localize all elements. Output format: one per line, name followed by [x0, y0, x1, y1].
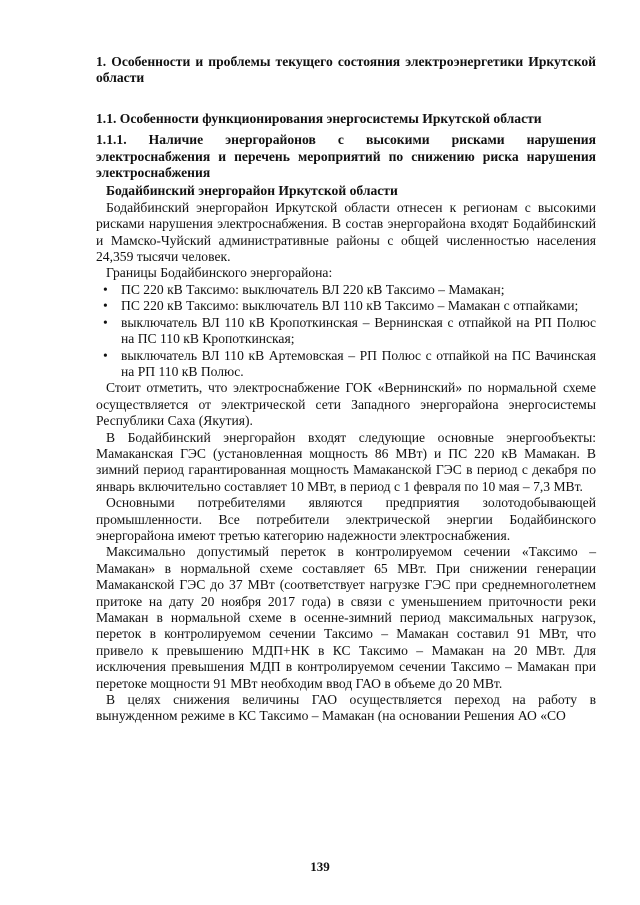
boundaries-list: [96, 282, 596, 380]
list-item: • выключатель ВЛ 110 кВ Кропоткинская – Вернинская с отпайкой на РП Полюс на ПС 110 кВ Кропоткинская;: [96, 315, 596, 348]
section-heading-1-1: 1.1. Особенности функционирования энергосистемы Иркутской области: [96, 110, 542, 126]
list-item: • выключатель ВЛ 110 кВ Артемовская – РП Полюс с отпайкой на ПС Вачинская на РП 110 кВ Полюс.: [96, 348, 596, 381]
paragraph-6: Максимально допустимый переток в контролируемом сечении «Таксимо – Мамакан» в нормальной схеме составляет 65 МВт. При снижении генерации Мамаканской ГЭС до 37 МВт (соответствует нагрузке ГЭС при среднемноголетнем притоке на дату 20 ноября 2017 года) в связи с уменьшением приточности реки Мамакан в нормальной схеме в осенне-зимний период максимальных нагрузок, переток в контролируемом сечении Таксимо – Мамакан составил 91 МВт, что привело к превышению МДП+НК в КС Таксимо – Мамакан на 20 МВт. Для исключения превышения МДП в контролируемом сечении Таксимо – Мамакан при перетоке мощности 91 МВт необходим ввод ГАО в объеме до 20 МВт.: [96, 544, 596, 691]
subsection-heading-bodaibo: Бодайбинский энергорайон Иркутской области: [106, 183, 398, 199]
document-page: [96, 54, 596, 725]
list-item: • ПС 220 кВ Таксимо: выключатель ВЛ 220 кВ Таксимо – Мамакан;: [96, 282, 596, 298]
paragraph-1: Бодайбинский энергорайон Иркутской области отнесен к регионам с высокими рисками нарушения электроснабжения. В состав энергорайона входят Бодайбинский и Мамско-Чуйский административные районы с общей численностью населения 24,359 тысячи человек.: [96, 199, 596, 265]
list-item: • ПС 220 кВ Таксимо: выключатель ВЛ 110 кВ Таксимо – Мамакан с отпайками;: [96, 298, 596, 314]
paragraph-4: В Бодайбинский энергорайон входят следующие основные энергообъекты: Мамаканская ГЭС (установленная мощность 86 МВт) и ПС 220 кВ Мамакан. В зимний период гарантированная мощность Мамаканской ГЭС в период с декабря по январь включительно составляет 10 МВт, в период с 1 февраля по 10 мая – 7,3 МВт.: [96, 429, 596, 494]
section-heading-1: 1. Особенности и проблемы текущего состояния электроэнергетики Иркутской области: [96, 54, 596, 86]
paragraph-7: В целях снижения величины ГАО осуществляется переход на работу в вынужденном режиме в КС Таксимо – Мамакан (на основании Решения АО «СО: [96, 692, 596, 724]
page-number: 139: [310, 859, 330, 874]
paragraph-3: Стоит отметить, что электроснабжение ГОК «Вернинский» по нормальной схеме осуществляется от электрической сети Западного энергорайона энергосистемы Республики Саха (Якутия).: [96, 380, 596, 429]
paragraph-5: Основными потребителями являются предприятия золотодобывающей промышленности. Все потребители электрической энергии Бодайбинского энергорайона имеют третью категорию надежности электроснабжения.: [96, 495, 596, 543]
section-heading-1-1-1: 1.1.1. Наличие энергорайонов с высокими рисками нарушения электроснабжения и перечень мероприятий по снижению риска нарушения электроснабжения: [96, 132, 596, 181]
paragraph-2: Границы Бодайбинского энергорайона:: [106, 265, 333, 281]
